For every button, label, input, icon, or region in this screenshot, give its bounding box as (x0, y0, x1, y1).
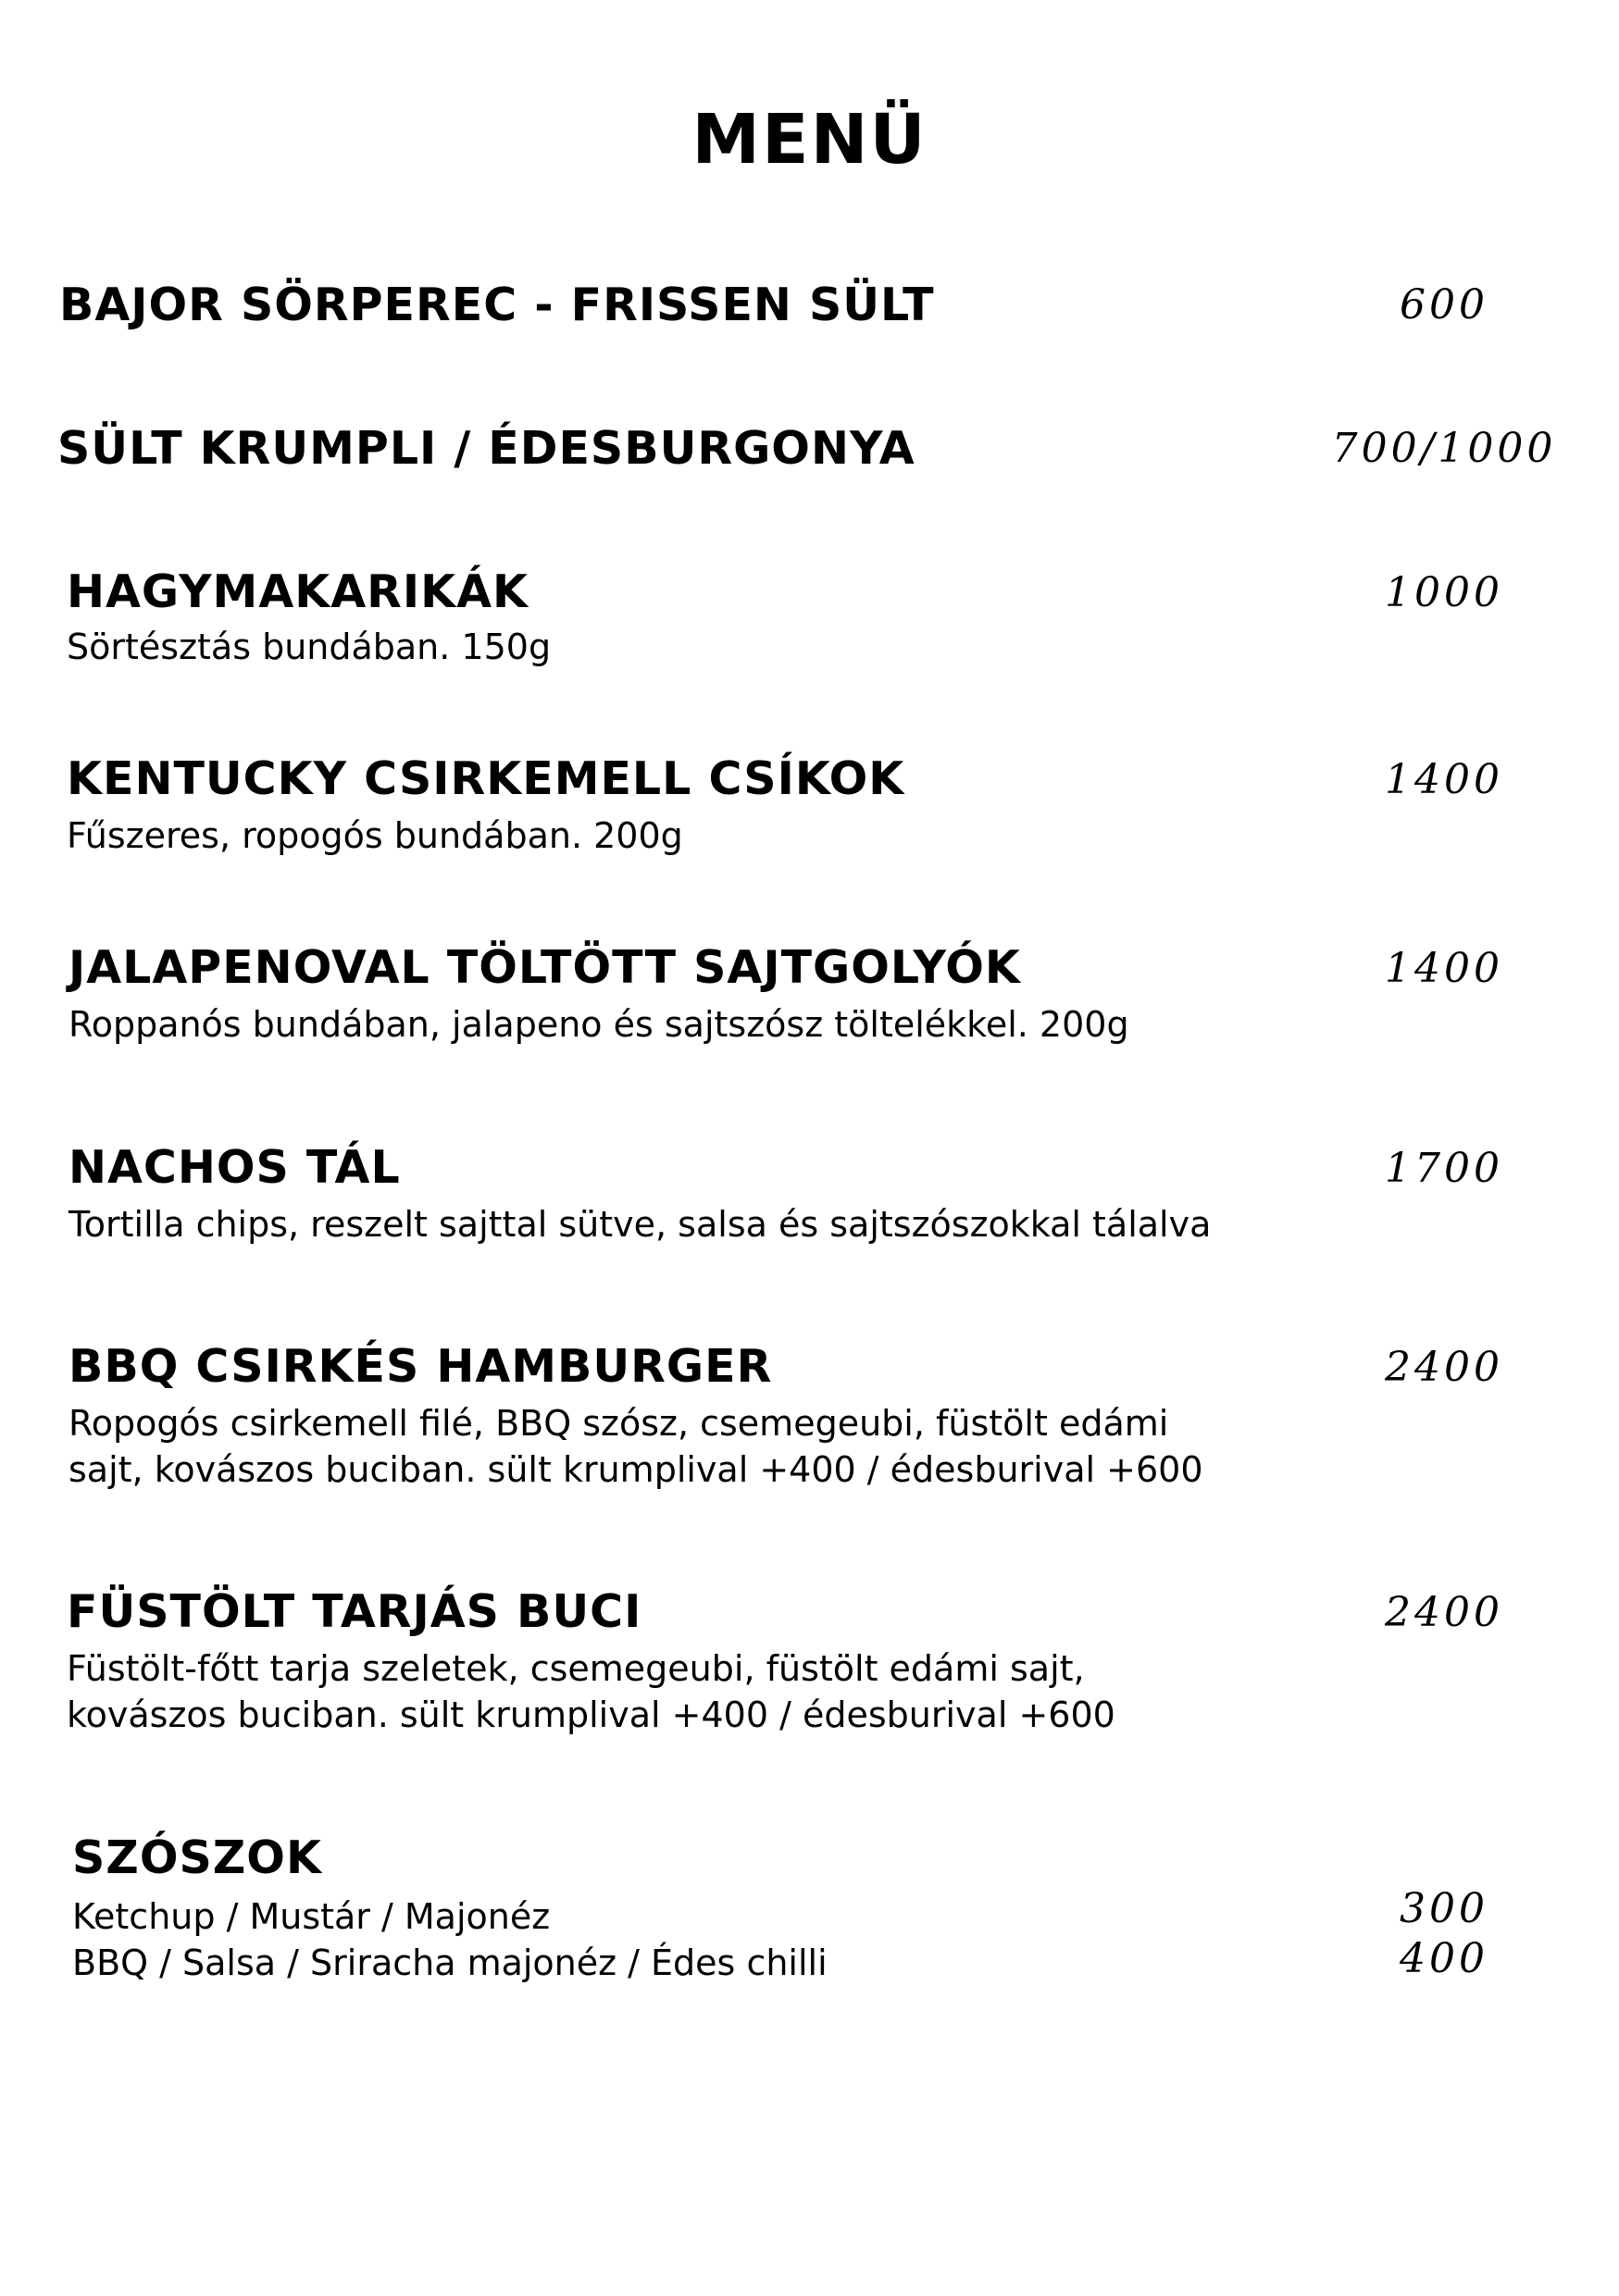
item-name: NACHOS TÁL (68, 1141, 401, 1194)
item-name: KENTUCKY CSIRKEMELL CSÍKOK (67, 752, 905, 805)
menu-item (68, 1339, 1203, 1493)
item-price: 700/1000 (1331, 425, 1557, 472)
sauces-title: SZÓSZOK (72, 1831, 322, 1884)
item-description: Ropogós csirkemell filé, BBQ szósz, csemegeubi, füstölt edámi (68, 1403, 1169, 1444)
menu-item (59, 278, 935, 333)
item-description: Sörtésztás bundában. 150g (67, 627, 552, 667)
item-price: 1400 (1385, 945, 1503, 992)
item-price: 2400 (1385, 1589, 1503, 1636)
menu-item (67, 1584, 1115, 1738)
item-price: 1400 (1385, 756, 1503, 803)
menu-item (57, 421, 915, 477)
menu-item (67, 751, 904, 859)
item-name: SÜLT KRUMPLI / ÉDESBURGONYA (57, 422, 915, 475)
item-price: 1700 (1385, 1145, 1503, 1192)
item-name: BAJOR SÖRPEREC - FRISSEN SÜLT (59, 279, 935, 331)
item-price: 1000 (1385, 569, 1503, 616)
item-name: HAGYMAKARIKÁK (67, 565, 529, 618)
item-price: 2400 (1385, 1344, 1503, 1391)
item-description: kovászos buciban. sült krumplival +400 / édesburival +600 (67, 1694, 1115, 1735)
sauces-section (72, 1831, 828, 1986)
item-price: 600 (1400, 281, 1488, 329)
item-name: JALAPENOVAL TÖLTÖTT SAJTGOLYÓK (68, 941, 1021, 994)
sauce-line: Ketchup / Mustár / Majonéz (72, 1896, 551, 1937)
menu-title: MENÜ (691, 100, 928, 180)
item-description: Roppanós bundában, jalapeno és sajtszósz töltelékkel. 200g (68, 1004, 1129, 1045)
item-description: Tortilla chips, reszelt sajttal sütve, salsa és sajtszószokkal tálalva (68, 1204, 1212, 1245)
item-description: Füstölt-főtt tarja szeletek, csemegeubi, füstölt edámi sajt, (67, 1648, 1085, 1689)
item-description: sajt, kovászos buciban. sült krumplival +400 / édesburival +600 (68, 1449, 1203, 1490)
sauce-line: BBQ / Salsa / Sriracha majonéz / Édes chilli (72, 1942, 828, 1983)
item-description: Fűszeres, ropogós bundában. 200g (67, 815, 683, 856)
item-name: FÜSTÖLT TARJÁS BUCI (67, 1585, 642, 1638)
item-name: BBQ CSIRKÉS HAMBURGER (68, 1340, 773, 1393)
sauce-price: 300 (1400, 1885, 1488, 1932)
menu-item (68, 1140, 1211, 1247)
sauce-price: 400 (1400, 1935, 1488, 1982)
menu-item (68, 940, 1129, 1048)
menu-item (67, 565, 551, 670)
